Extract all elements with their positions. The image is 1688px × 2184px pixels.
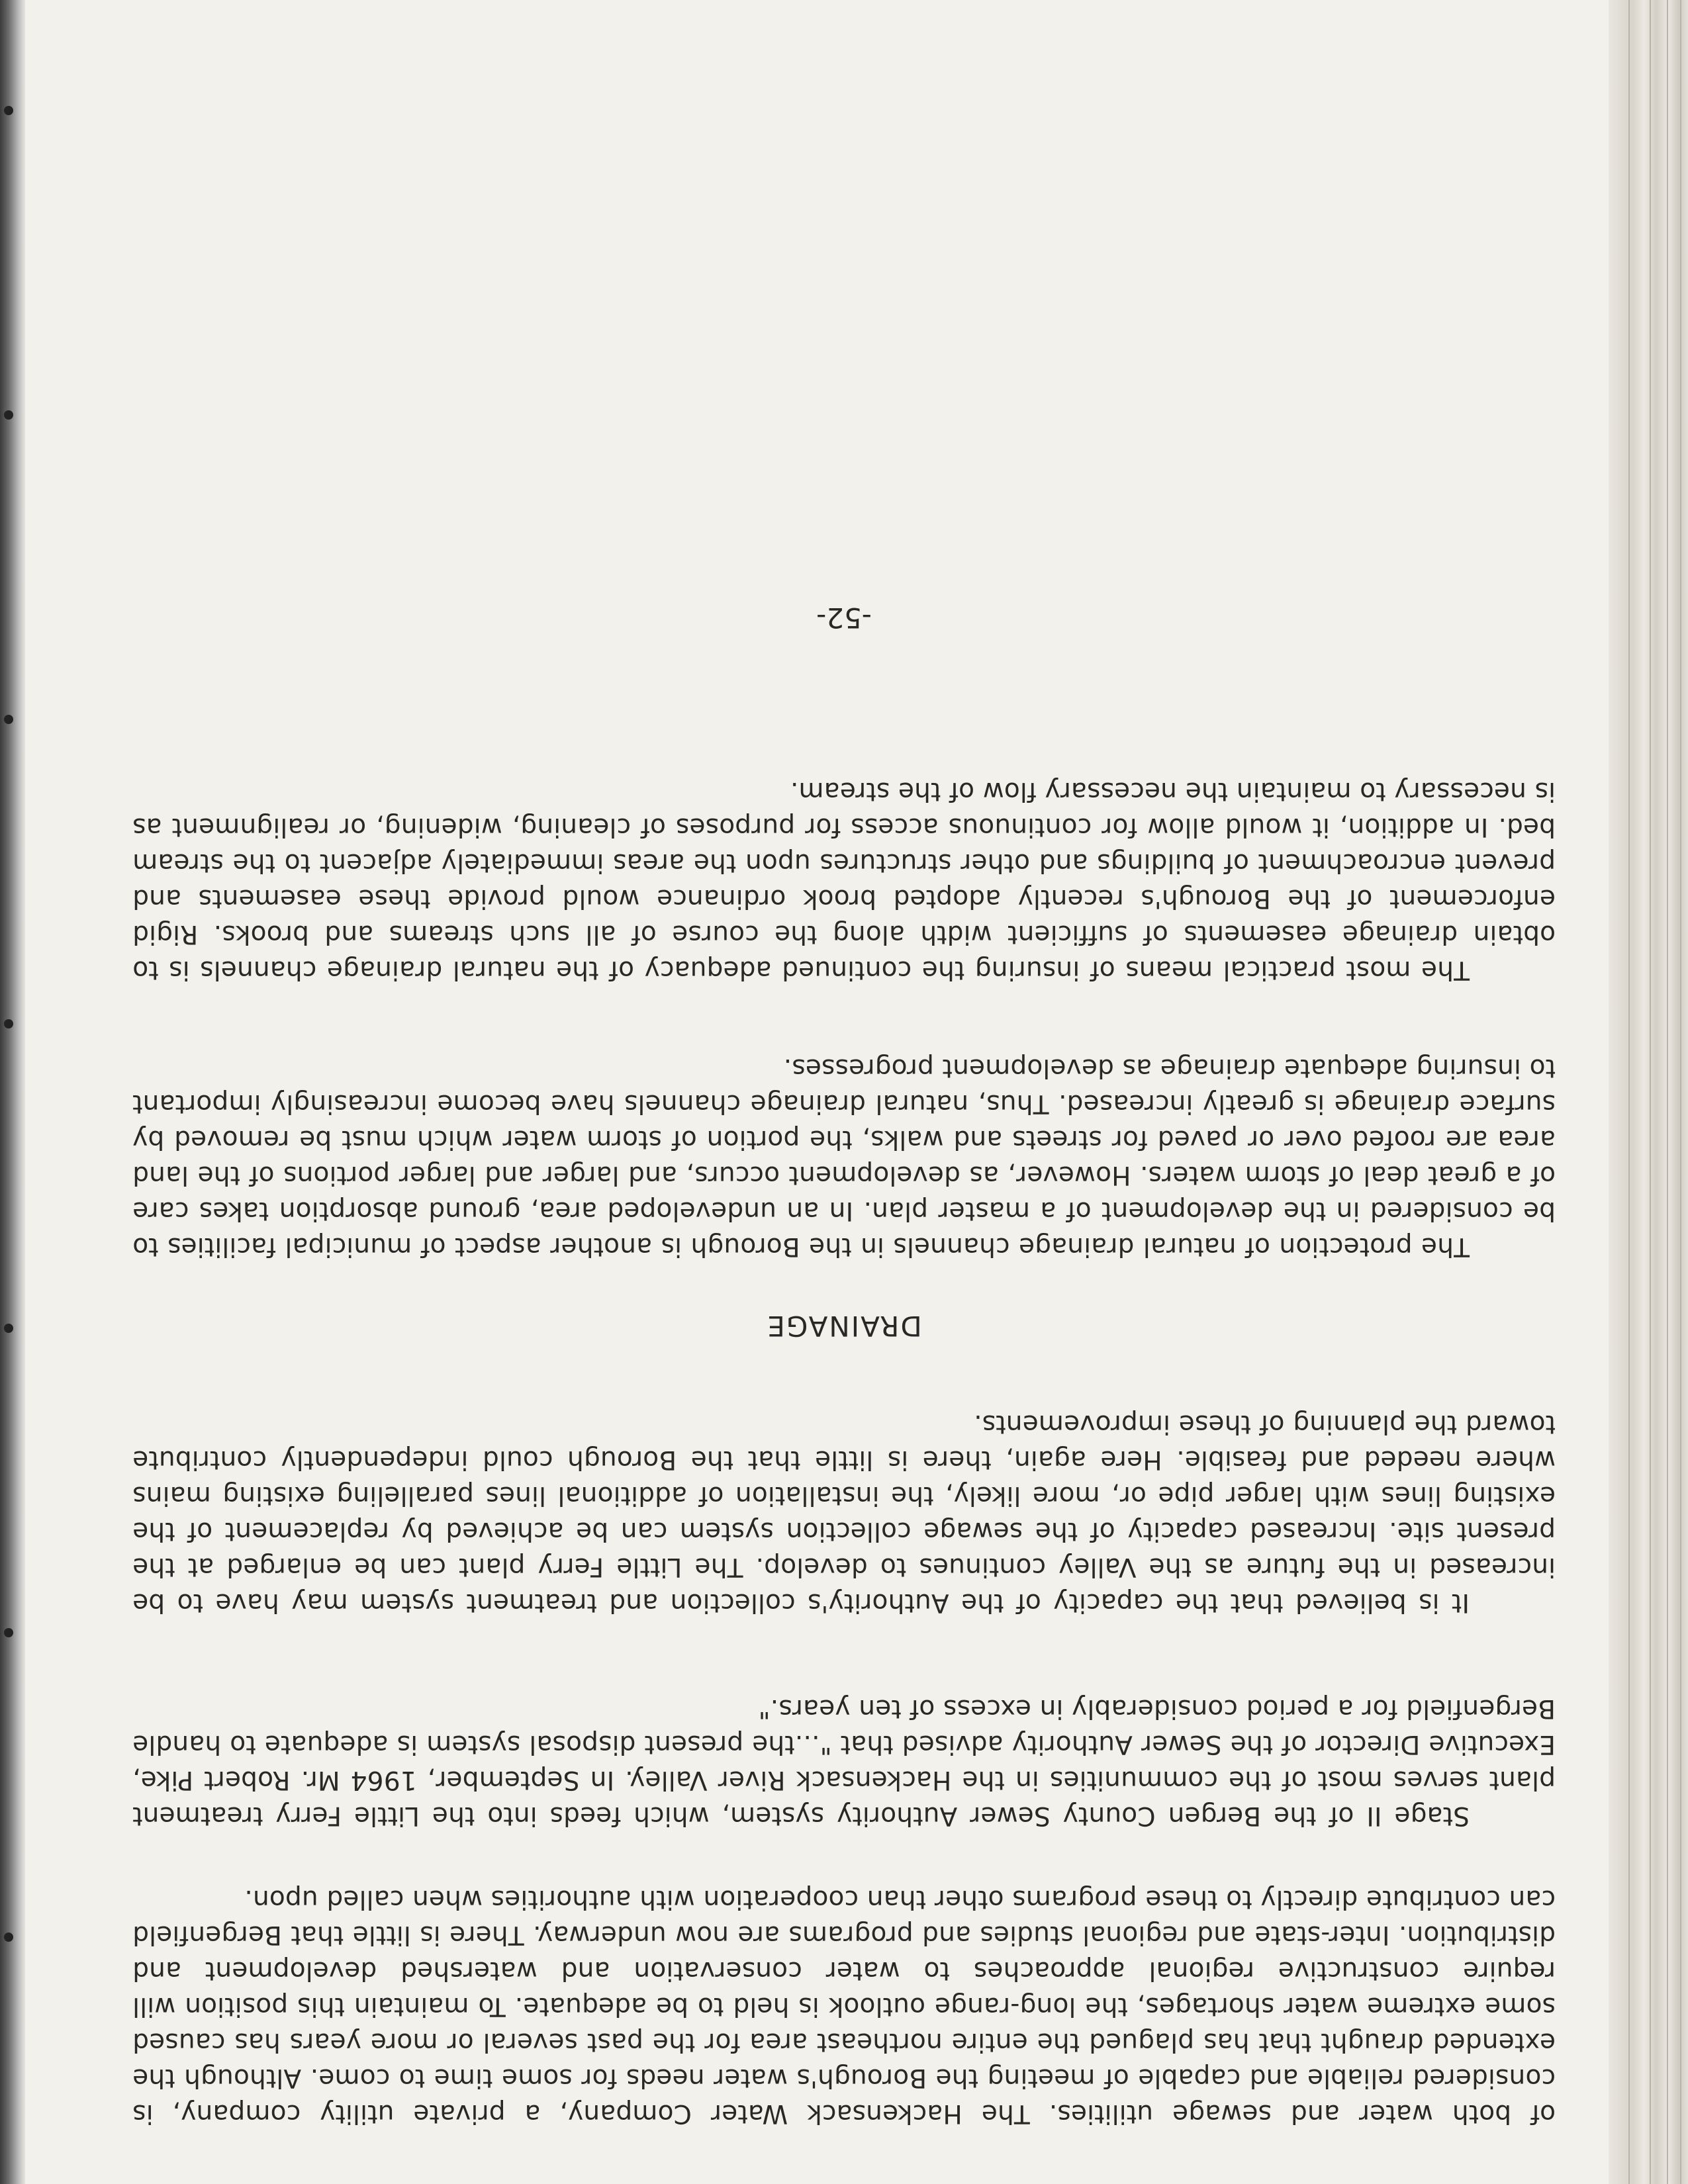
binder-hole	[4, 1324, 13, 1333]
paragraph-collection-capacity: It is believed that the capacity of the Authority's collection and treatment system may have to be increased in the future as the Valley continues to develop. The Little Ferry plant can be enlarged at the present site. Increased capacity of the sewage collection system can be achieved by replacement of the existing lines with larger pipe or, more likely, the installation of additional lines paralleling existing mains where needed and feasible. Here again, there is little that the Borough could independently contribute toward the planning of these improvements.	[132, 1409, 1556, 1617]
binder-hole	[4, 410, 13, 420]
page-content	[132, 185, 1556, 2131]
section-heading-drainage: DRAINAGE	[766, 1310, 922, 1342]
page-edge-line	[1628, 0, 1630, 2184]
page-stack-edge	[1609, 0, 1688, 2184]
binder-hole	[4, 1019, 13, 1028]
paragraph-sewer-authority: Stage II of the Bergen County Sewer Authority system, which feeds into the Little Ferry treatment plant serves most of the communities in the Hackensack River Valley. In September, 1964 Mr. Robert Pike, Executive Director of the Sewer Authority advised that "...the present disposal system is adequate to handle Bergenfield for a period considerably in excess of ten years."	[132, 1694, 1556, 1831]
page-number: -52-	[816, 602, 872, 634]
printed-page-rotated	[132, 185, 1556, 2131]
paragraph-drainage-easements: The most practical means of insuring the continued adequacy of the natural drainage channels is to obtain drainage easements of sufficient width along the course of all such streams and brooks. Rigid enforcement of the Borough's recently adopted brook ordinance would provide these easements and prevent encroachment of buildings and other structures upon the areas immediately adjacent to the stream bed. In addition, it would allow for continuous access for purposes of cleaning, widening, or realignment as is necessary to maintain the necessary flow of the stream.	[132, 776, 1556, 985]
paragraph-drainage-protection: The protection of natural drainage channels in the Borough is another aspect of municipal facilities to be considered in the development of a master plan. In an undeveloped area, ground absorption takes care of a great deal of storm waters. However, as development occurs, and larger and larger portions of the land area are roofed over or paved for streets and walks, the portion of storm water which must be removed by surface drainage is greatly increased. Thus, natural drainage channels have become increasingly important to insuring adequate drainage as development progresses.	[132, 1053, 1556, 1261]
binder-hole	[4, 715, 13, 724]
page-edge-line	[1650, 0, 1651, 2184]
page-edge-line	[1680, 0, 1681, 2184]
binder-hole	[4, 1628, 13, 1637]
binder-edge	[0, 0, 25, 2184]
page-edge-line	[1667, 0, 1668, 2184]
binder-hole	[4, 106, 13, 115]
paragraph-water-utilities: of both water and sewage utilities. The Hackensack Water Company, a private utility company, is considered reliable and capable of meeting the Borough's water needs for some time to come. Although the extended draught that has plagued the entire northeast area for the past several or more years has caused some extreme water shortages, the long-range outlook is held to be adequate. To maintain this position will require constructive regional approaches to water conservation and watershed development and distribution. Inter-state and regional studies and programs are now underway. There is little that Bergenfield can contribute directly to these programs other than cooperation with authorities when called upon.	[132, 1884, 1556, 2128]
binder-hole	[4, 1933, 13, 1942]
